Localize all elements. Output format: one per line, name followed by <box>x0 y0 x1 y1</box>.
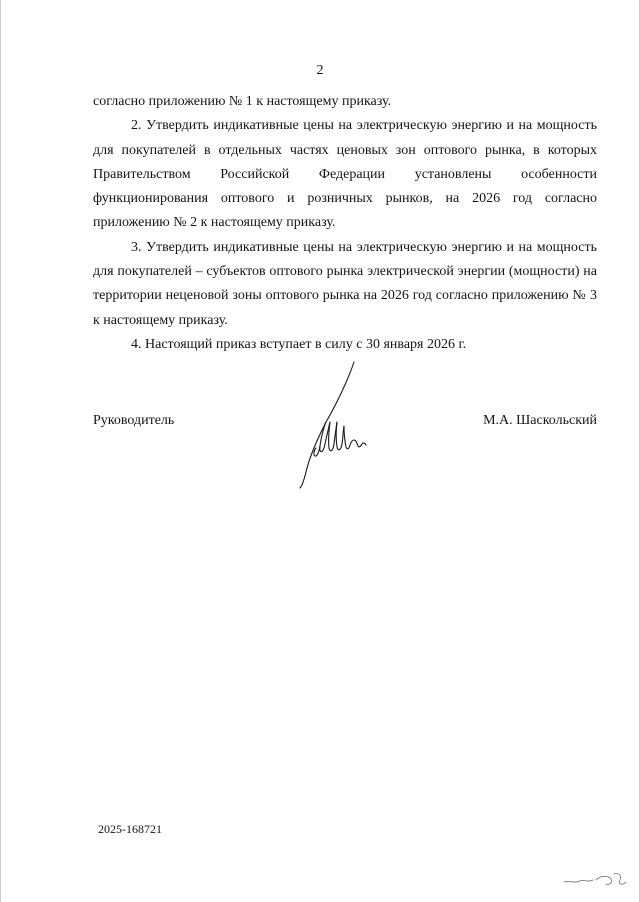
scan-left-edge <box>0 0 1 902</box>
scan-artifact-icon <box>560 862 630 892</box>
document-registration-number: 2025-168721 <box>98 822 162 836</box>
paragraph-item-4: 4. Настоящий приказ вступает в силу с 30 января 2026 г. <box>131 336 467 352</box>
handwritten-signature-icon <box>288 360 378 490</box>
signatory-role: Руководитель <box>93 413 175 428</box>
signatory-name: М.А. Шаскольский <box>483 413 597 428</box>
paragraph-item-2: 2. Утвердить индикативные цены на электрическую энергию и на мощность для покупателей в отдельных частях ценовых зон оптового рынка, в которых Правительством Российской Федерации установлены особенности функционирования оптового и розничных рынков, на 2026 год согласно приложению № 2 к настоящему приказу. <box>93 118 597 231</box>
document-body <box>93 90 597 357</box>
paragraph-continuation: согласно приложению № 1 к настоящему приказу. <box>93 94 392 109</box>
page-number: 2 <box>316 63 324 78</box>
paragraph-item-3: 3. Утвердить индикативные цены на электрическую энергию и на мощность для покупателей – субъектов оптового рынка электрической энергии (мощности) на территории неценовой зоны оптового рынка на 2026 год согласно приложению № 3 к настоящему приказу. <box>93 239 597 328</box>
